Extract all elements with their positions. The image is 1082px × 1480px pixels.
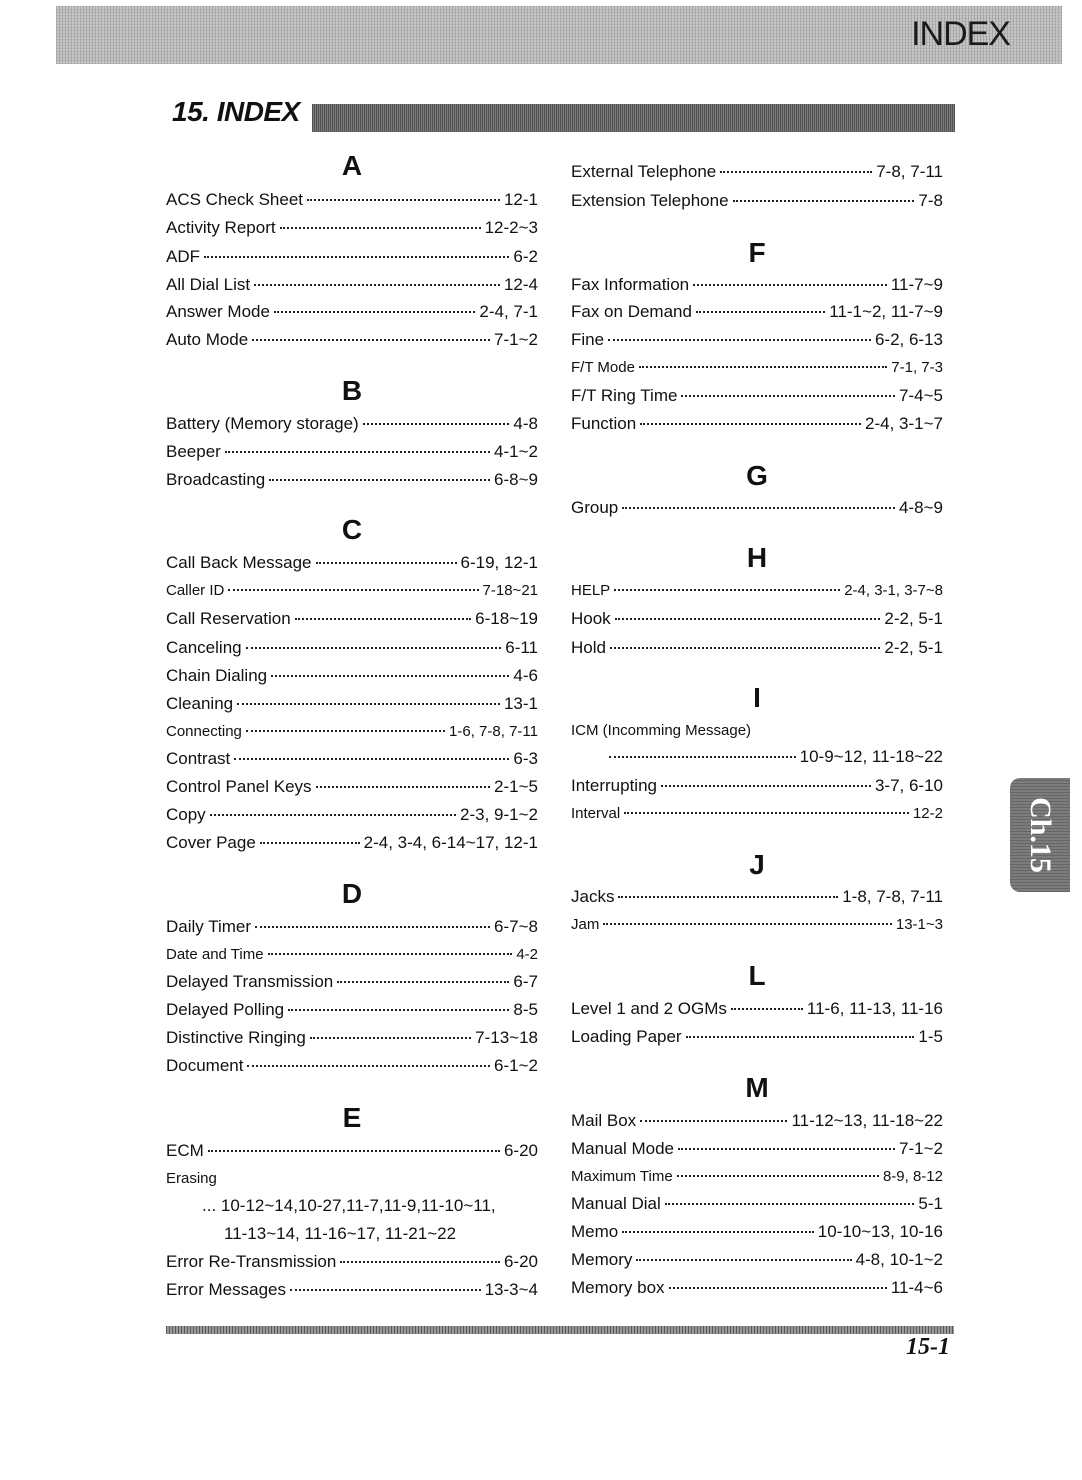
index-entry: Fine 6-2, 6-13 [571, 330, 943, 349]
index-entry: Caller ID 7-18~21 [166, 582, 538, 599]
index-entry: Cleaning 13-1 [166, 694, 538, 713]
chapter-tab-label: Ch.15 [1024, 797, 1057, 873]
index-letter-c: C [341, 514, 363, 545]
index-entry: Copy 2-3, 9-1~2 [166, 805, 538, 824]
index-entry-continuation: 11-13~14, 11-16~17, 11-21~22 [224, 1224, 457, 1243]
index-entry: Function 2-4, 3-1~7 [571, 414, 943, 433]
footer-bar [166, 1326, 954, 1334]
index-entry: Broadcasting 6-8~9 [166, 470, 538, 489]
index-letter-j: J [749, 849, 765, 880]
index-entry: Mail Box 11-12~13, 11-18~22 [571, 1111, 943, 1130]
index-entry: Cover Page 2-4, 3-4, 6-14~17, 12-1 [166, 833, 538, 852]
index-entry: Extension Telephone 7-8 [571, 191, 943, 210]
index-entry: Daily Timer 6-7~8 [166, 917, 538, 936]
index-entry: Document 6-1~2 [166, 1056, 538, 1075]
index-entry: F/T Ring Time 7-4~5 [571, 386, 943, 405]
index-entry: Date and Time 4-2 [166, 946, 538, 963]
index-entry: ICM (Incomming Message) [571, 722, 752, 739]
index-letter-d: D [341, 878, 363, 909]
index-entry: Canceling 6-11 [166, 638, 538, 657]
index-entry: Delayed Polling 8-5 [166, 1000, 538, 1019]
index-entry: External Telephone 7-8, 7-11 [571, 162, 943, 181]
index-entry: Fax on Demand 11-1~2, 11-7~9 [571, 302, 943, 321]
page-number: 15-1 [906, 1334, 950, 1360]
index-entry: Auto Mode 7-1~2 [166, 330, 538, 349]
index-letter-g: G [746, 460, 768, 491]
section-heading-bar [312, 104, 955, 132]
index-entry: Connecting 1-6, 7-8, 7-11 [166, 723, 538, 740]
index-entry: HELP 2-4, 3-1, 3-7~8 [571, 582, 943, 599]
index-entry: Jacks 1-8, 7-8, 7-11 [571, 887, 943, 906]
index-entry: Loading Paper 1-5 [571, 1027, 943, 1046]
index-entry: Level 1 and 2 OGMs 11-6, 11-13, 11-16 [571, 999, 943, 1018]
index-entry: Jam 13-1~3 [571, 916, 943, 933]
index-entry: Call Reservation 6-18~19 [166, 609, 538, 628]
index-entry: Manual Dial 5-1 [571, 1194, 943, 1213]
section-heading: 15. INDEX [172, 96, 300, 127]
index-entry: F/T Mode 7-1, 7-3 [571, 359, 943, 376]
index-entry: Delayed Transmission 6-7 [166, 972, 538, 991]
chapter-tab[interactable] [1010, 778, 1070, 892]
index-letter-a: A [341, 150, 363, 181]
index-entry: Hook 2-2, 5-1 [571, 609, 943, 628]
index-entry: Chain Dialing 4-6 [166, 666, 538, 685]
index-entry: Hold 2-2, 5-1 [571, 638, 943, 657]
index-entry: Group 4-8~9 [571, 498, 943, 517]
index-entry: All Dial List 12-4 [166, 275, 538, 294]
index-entry: ECM 6-20 [166, 1141, 538, 1160]
index-entry-continuation: 10-9~12, 11-18~22 [571, 746, 943, 768]
index-entry: Interval 12-2 [571, 805, 943, 822]
index-letter-b: B [341, 375, 363, 406]
index-entry-continuation: ... 10-12~14,10-27,11-7,11-9,11-10~11, [202, 1196, 496, 1215]
header-band [56, 6, 1062, 64]
index-entry: Error Re-Transmission 6-20 [166, 1252, 538, 1271]
index-entry: Distinctive Ringing 7-13~18 [166, 1028, 538, 1047]
index-entry: Memory box 11-4~6 [571, 1278, 943, 1297]
index-letter-e: E [342, 1102, 362, 1133]
index-letter-f: F [748, 237, 766, 268]
index-entry: ADF 6-2 [166, 247, 538, 266]
index-entry: Answer Mode 2-4, 7-1 [166, 302, 538, 321]
index-letter-l: L [748, 960, 766, 991]
index-entry: Maximum Time 8-9, 8-12 [571, 1168, 943, 1185]
index-entry: Contrast 6-3 [166, 749, 538, 768]
index-entry: Manual Mode 7-1~2 [571, 1139, 943, 1158]
index-letter-i: I [753, 682, 761, 713]
index-letter-h: H [746, 542, 768, 573]
index-entry: Fax Information 11-7~9 [571, 275, 943, 294]
index-entry: ACS Check Sheet 12-1 [166, 190, 538, 209]
index-entry: Activity Report 12-2~3 [166, 218, 538, 237]
index-entry: Error Messages 13-3~4 [166, 1280, 538, 1299]
index-entry: Interrupting 3-7, 6-10 [571, 776, 943, 795]
index-entry: Battery (Memory storage) 4-8 [166, 414, 538, 433]
index-entry: Memory 4-8, 10-1~2 [571, 1250, 943, 1269]
index-entry: Beeper 4-1~2 [166, 442, 538, 461]
index-entry: Call Back Message 6-19, 12-1 [166, 553, 538, 572]
index-letter-m: M [745, 1072, 769, 1103]
header-title: INDEX [911, 15, 1010, 53]
index-entry: Control Panel Keys 2-1~5 [166, 777, 538, 796]
index-entry: Erasing [166, 1170, 217, 1187]
index-entry: Memo 10-10~13, 10-16 [571, 1222, 943, 1241]
